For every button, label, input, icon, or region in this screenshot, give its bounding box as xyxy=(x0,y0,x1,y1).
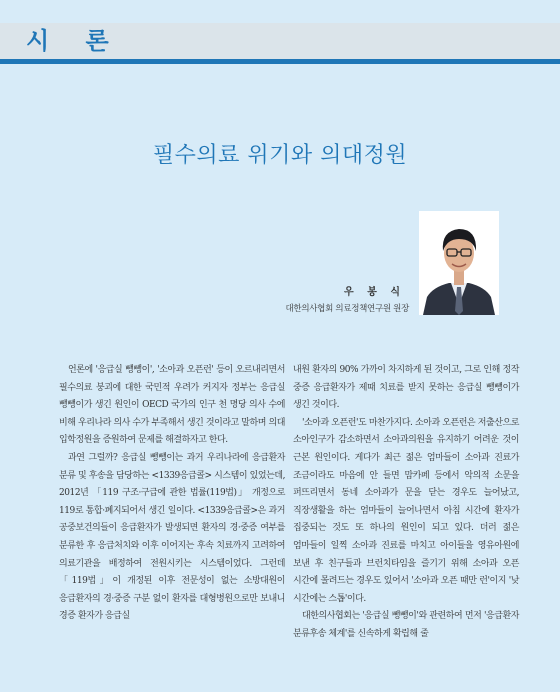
body-paragraph: 과연 그럴까? 응급실 뺑뺑이는 과거 우리나라에 응급환자 분류 및 후송을 담당하는 <1339응급콜> 시스템이 있었는데, 2012년 「119 구조·구급에 관한 법률(119법)」 개정으로 119로 통합·폐지되어서 생긴 일이다. <1339응급콜>은 과거 공중보건의들이 응급환자가 발생되면 환자의 경·중증 여부를 분류한 후 응급처치와 이후 이어지는 후속 치료까지 고려하여 의료기관을 배정하여 전원시키는 시스템이었다. 그런데 「119법」이 개정된 이후 전문성이 없는 소방대원이 응급환자의 경·중증 구분 없이 환자를 대형병원으로만 보내니 경증 환자가 응급실 xyxy=(59,452,285,622)
author-photo xyxy=(419,211,499,315)
section-label: 시 론 xyxy=(26,26,123,55)
article-body-right-column xyxy=(293,362,519,644)
section-header-rule xyxy=(0,59,560,64)
body-paragraph: 언론에 '응급실 뺑뺑이', '소아과 오픈런' 등이 오르내리면서 필수의료 붕괴에 대한 국민적 우려가 커지자 정부는 응급실 뺑뺑이가 생긴 원인이 OECD 국가의 인구 천 명당 의사 수에 비해 우리나라 의사 수가 부족해서 생긴 것이라고 말하며 의대 입학정원을 증원하여 문제를 해결하자고 한다. xyxy=(59,365,285,446)
article-body-left-column xyxy=(59,362,285,626)
author-affiliation: 대한의사협회 의료정책연구원 원장 xyxy=(285,304,409,314)
article-title: 필수의료 위기와 의대정원 xyxy=(152,143,408,168)
author-name: 우 봉 식 xyxy=(344,287,405,298)
body-paragraph: 내원 환자의 90% 가까이 차지하게 된 것이고, 그로 인해 정작 중증 응급환자가 제때 치료를 받지 못하는 응급실 뺑뺑이가 생긴 것이다. xyxy=(293,365,519,411)
author-portrait-illustration xyxy=(419,211,499,315)
body-paragraph: '소아과 오픈런'도 마찬가지다. 소아과 오픈런은 저출산으로 소아인구가 감소하면서 소아과의원을 유지하기 어려운 것이 근본 원인이다. 게다가 최근 젊은 엄마들이 소아과 진료가 조금이라도 마음에 안 들면 맘카페 등에서 악의적 소문을 퍼뜨리면서 동네 소아과가 문을 닫는 경우도 늘어났고, 직장생활을 하는 엄마들이 늘어나면서 아침 시간에 환자가 집중되는 것도 또 하나의 원인이 되고 있다. 더러 젊은 엄마들이 일찍 소아과 진료를 마치고 아이들을 영유아원에 보낸 후 친구들과 브런치타임을 즐기기 위해 소아과 오픈 시간에 몰려드는 경우도 있어서 '소아과 오픈 때만 런'이지 '낮 시간에는 스톱'이다. xyxy=(293,417,519,604)
body-paragraph: 대한의사협회는 '응급실 뺑뺑이'와 관련하여 먼저 '응급환자 분류후송 체계'를 신속하게 확립해 줄 xyxy=(293,611,519,639)
